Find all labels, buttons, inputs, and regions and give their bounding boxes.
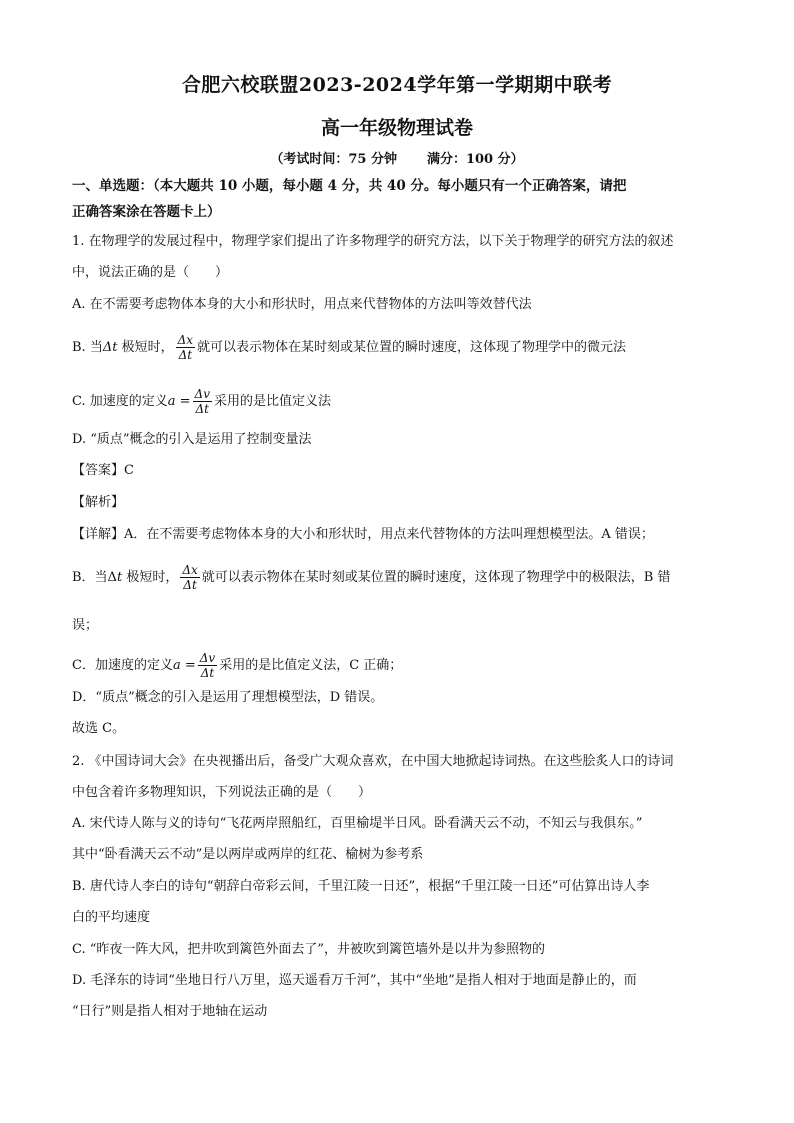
q1-stem-line1: 1. 在物理学的发展过程中，物理学家们提出了许多物理学的研究方法，以下关于物理学的研究方法的叙述 [72,234,674,249]
fraction-numerator: Δv [199,651,216,665]
q1-option-c-text: 采用的是比值定义法 [213,394,331,409]
q2-option-d-line2: “日行”则是指人相对于地轴在运动 [72,1004,268,1019]
q1-option-b-prefix: B. 当 [72,340,103,355]
q1-detail-b-prefix: B．当Δ [72,570,117,585]
q1-detail-a: 【详解】A．在不需要考虑物体本身的大小和形状时，用点来代替物体的方法叫理想模型法。A 错误； [72,527,654,542]
q1-detail-c-lhs: a = [172,658,196,673]
q2-option-b-line1: B. 唐代诗人李白的诗句“朝辞白帝彩云间，千里江陵一日还”，根据“千里江陵一日还”可估算出诗人李 [72,879,650,894]
q1-detail-c-text: 采用的是比值定义法，C 正确； [219,658,403,673]
q1-option-d: D. “质点”概念的引入是运用了控制变量法 [72,432,312,447]
q1-detail-c [72,651,402,680]
q1-option-b [72,333,626,362]
q1-option-c [72,387,331,416]
section-heading-line2: 正确答案涂在答题卡上） [72,204,221,220]
exam-title: 合肥六校联盟2023-2024学年第一学期期中联考 [181,74,613,96]
q2-stem-line1: 2. 《中国诗词大会》在央视播出后，备受广大观众喜欢，在中国大地掀起诗词热。在这些脍炙人口的诗词 [72,754,674,769]
fraction-dv-dt-detail [198,651,217,680]
section-heading-line1: 一、单选题：（本大题共 10 小题，每小题 4 分，共 40 分。每小题只有一个正确答案，请把 [72,178,627,194]
fraction-denominator: Δt [200,666,215,680]
q1-answer: 【答案】C [72,463,134,478]
fraction-numerator: Δx [177,333,194,347]
q1-option-b-text: 就可以表示物体在某时刻或某位置的瞬时速度，这体现了物理学中的微元法 [197,340,627,355]
exam-subtitle: 高一年级物理试卷 [320,117,473,139]
q1-detail-b-var: t [116,570,123,585]
q1-detail-b-cont: 误； [72,618,99,633]
fraction-numerator: Δv [194,387,210,401]
full-score: 满分：100 分） [426,152,524,167]
q1-option-a: A. 在不需要考虑物体本身的大小和形状时，用点来代替物体的方法叫等效替代法 [72,297,532,312]
fraction-denominator: Δt [178,348,193,362]
q1-conclusion: 故选 C。 [72,721,126,736]
fraction-denominator: Δt [183,578,197,592]
q1-option-c-lhs: a = [167,394,191,409]
q2-stem-line2: 中包含着许多物理知识，下列说法正确的是（ ） [72,785,372,800]
q1-detail-b-mid: 极短时， [122,570,179,585]
q1-option-b-var: Δt [102,340,118,355]
q1-detail-b-text: 就可以表示物体在某时刻或某位置的瞬时速度，这体现了物理学中的极限法，B 错 [201,570,671,585]
fraction-numerator: Δx [182,563,198,577]
fraction-dx-dt [176,333,195,362]
fraction-dv-dt [193,387,212,416]
q2-option-c: C. “昨夜一阵大风，把井吹到篱笆外面去了”，井被吹到篱笆墙外是以井为参照物的 [72,942,546,957]
q1-option-c-prefix: C. 加速度的定义 [72,394,168,409]
exam-meta [0,148,794,167]
exam-time: （考试时间：75 分钟 [270,152,397,167]
q2-option-a-line2: 其中“卧看满天云不动”是以两岸或两岸的红花、榆树为参考系 [72,847,424,862]
q2-option-d-line1: D. 毛泽东的诗词“坐地日行八万里，巡天遥看万千河”，其中“坐地”是指人相对于地面是静止的，而 [72,973,637,988]
q2-option-a-line1: A. 宋代诗人陈与义的诗句“飞花两岸照船红，百里榆堤半日风。卧看满天云不动，不知云与我俱东。” [72,816,643,831]
q1-analysis-label: 【解析】 [72,495,125,510]
q1-detail-d: D．“质点”概念的引入是运用了理想模型法，D 错误。 [72,690,384,705]
q1-stem-line2: 中，说法正确的是（ ） [72,265,229,280]
q1-option-b-mid: 极短时， [117,340,174,355]
fraction-denominator: Δt [195,402,209,416]
q1-detail-c-prefix: C．加速度的定义 [72,658,173,673]
q2-option-b-line2: 白的平均速度 [72,910,151,925]
q1-detail-b [72,563,670,592]
fraction-dx-dt-detail [180,563,199,592]
